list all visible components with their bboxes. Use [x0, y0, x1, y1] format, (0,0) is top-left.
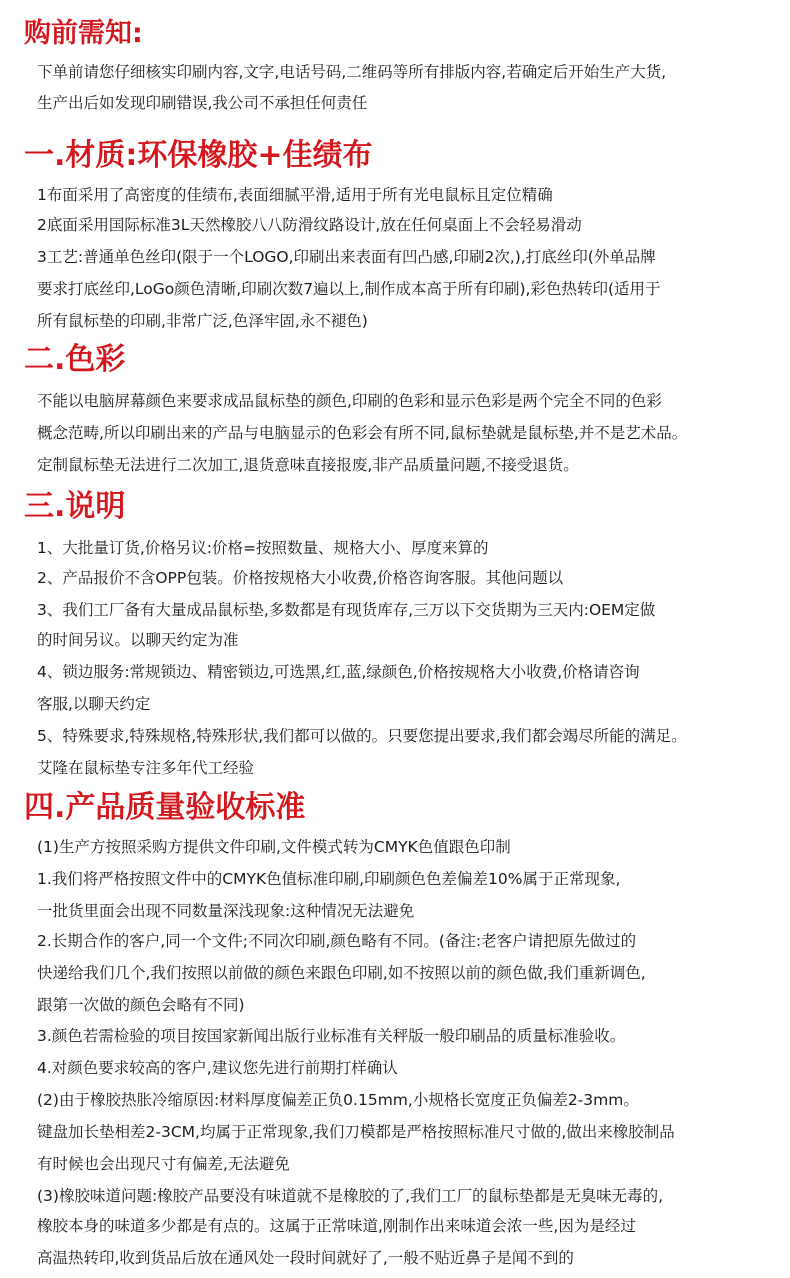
- text-line: 定制鼠标垫无法进行二次加工,退货意味直接报废,非产品质量问题,不接受退货。: [37, 456, 579, 474]
- text-line: 橡胶本身的味道多少都是有点的。这属于正常味道,刚制作出来味道会浓一些,因为是经过: [37, 1217, 636, 1235]
- text-line: 4、锁边服务:常规锁边、精密锁边,可选黑,红,蓝,绿颜色,价格按规格大小收费,价格请咨询: [37, 663, 640, 681]
- text-line: 3工艺:普通单色丝印(限于一个LOGO,印刷出来表面有凹凸感,印刷2次,),打底丝印(外单品牌: [37, 248, 656, 266]
- section-title-material: 一.材质:环保橡胶+佳绩布: [24, 138, 373, 173]
- text-line: 2底面采用国际标准3L天然橡胶八八防滑纹路设计,放在任何桌面上不会轻易滑动: [37, 216, 582, 234]
- text-line: (3)橡胶味道问题:橡胶产品要没有味道就不是橡胶的了,我们工厂的鼠标垫都是无臭味无毒的,: [37, 1187, 664, 1205]
- text-line: 5、特殊要求,特殊规格,特殊形状,我们都可以做的。只要您提出要求,我们都会竭尽所能的满足。: [37, 727, 687, 745]
- text-line: 一批货里面会出现不同数量深浅现象:这种情况无法避免: [37, 902, 415, 920]
- text-line: 所有鼠标垫的印刷,非常广泛,色泽牢固,永不褪色): [37, 312, 368, 330]
- text-line: 3.颜色若需检验的项目按国家新闻出版行业标准有关秤版一般印刷品的质量标准验收。: [37, 1027, 626, 1045]
- section-title-pre-purchase: 购前需知:: [24, 18, 143, 49]
- text-line: (2)由于橡胶热胀冷缩原因:材料厚度偏差正负0.15mm,小规格长宽度正负偏差2-3mm。: [37, 1091, 639, 1109]
- text-line: 艾隆在鼠标垫专注多年代工经验: [37, 759, 255, 777]
- text-line: 要求打底丝印,LoGo颜色清晰,印刷次数7遍以上,制作成本高于所有印刷),彩色热转印(适用于: [37, 280, 661, 298]
- text-line: 不能以电脑屏幕颜色来要求成品鼠标垫的颜色,印刷的色彩和显示色彩是两个完全不同的色彩: [37, 392, 662, 410]
- text-line: 有时候也会出现尺寸有偏差,无法避免: [37, 1155, 290, 1173]
- text-line: 2.长期合作的客户,同一个文件;不同次印刷,颜色略有不同。(备注:老客户请把原先做过的: [37, 932, 637, 950]
- text-line: 1布面采用了高密度的佳绩布,表面细腻平滑,适用于所有光电鼠标且定位精确: [37, 186, 553, 204]
- text-line: 快递给我们几个,我们按照以前做的颜色来跟色印刷,如不按照以前的颜色做,我们重新调色,: [37, 964, 646, 982]
- text-line: 概念范畴,所以印刷出来的产品与电脑显示的色彩会有所不同,鼠标垫就是鼠标垫,并不是艺术品。: [37, 424, 688, 442]
- text-line: 4.对颜色要求较高的客户,建议您先进行前期打样确认: [37, 1059, 398, 1077]
- section-title-notes: 三.说明: [24, 489, 126, 524]
- text-line: 生产出后如发现印刷错误,我公司不承担任何责任: [37, 94, 368, 112]
- text-line: 2、产品报价不含OPP包装。价格按规格大小收费,价格咨询客服。其他问题以: [37, 569, 564, 587]
- section-title-color: 二.色彩: [24, 342, 126, 377]
- text-line: 1、大批量订货,价格另议:价格=按照数量、规格大小、厚度来算的: [37, 539, 489, 557]
- text-line: 键盘加长垫相差2-3CM,均属于正常现象,我们刀模都是严格按照标准尺寸做的,做出来橡胶制品: [37, 1123, 675, 1141]
- text-line: 的时间另议。以聊天约定为准: [37, 631, 239, 649]
- text-line: 高温热转印,收到货品后放在通风处一段时间就好了,一般不贴近鼻子是闻不到的: [37, 1249, 574, 1267]
- text-line: 下单前请您仔细核实印刷内容,文字,电话号码,二维码等所有排版内容,若确定后开始生产大货,: [37, 63, 667, 81]
- text-line: 跟第一次做的颜色会略有不同): [37, 996, 245, 1014]
- text-line: 1.我们将严格按照文件中的CMYK色值标准印刷,印刷颜色色差偏差10%属于正常现象,: [37, 870, 621, 888]
- text-line: 3、我们工厂备有大量成品鼠标垫,多数都是有现货库存,三万以下交货期为三天内:OEM定做: [37, 601, 656, 619]
- text-line: (1)生产方按照采购方提供文件印刷,文件模式转为CMYK色值跟色印制: [37, 838, 511, 856]
- text-line: 客服,以聊天约定: [37, 695, 151, 713]
- section-title-quality: 四.产品质量验收标准: [24, 790, 306, 825]
